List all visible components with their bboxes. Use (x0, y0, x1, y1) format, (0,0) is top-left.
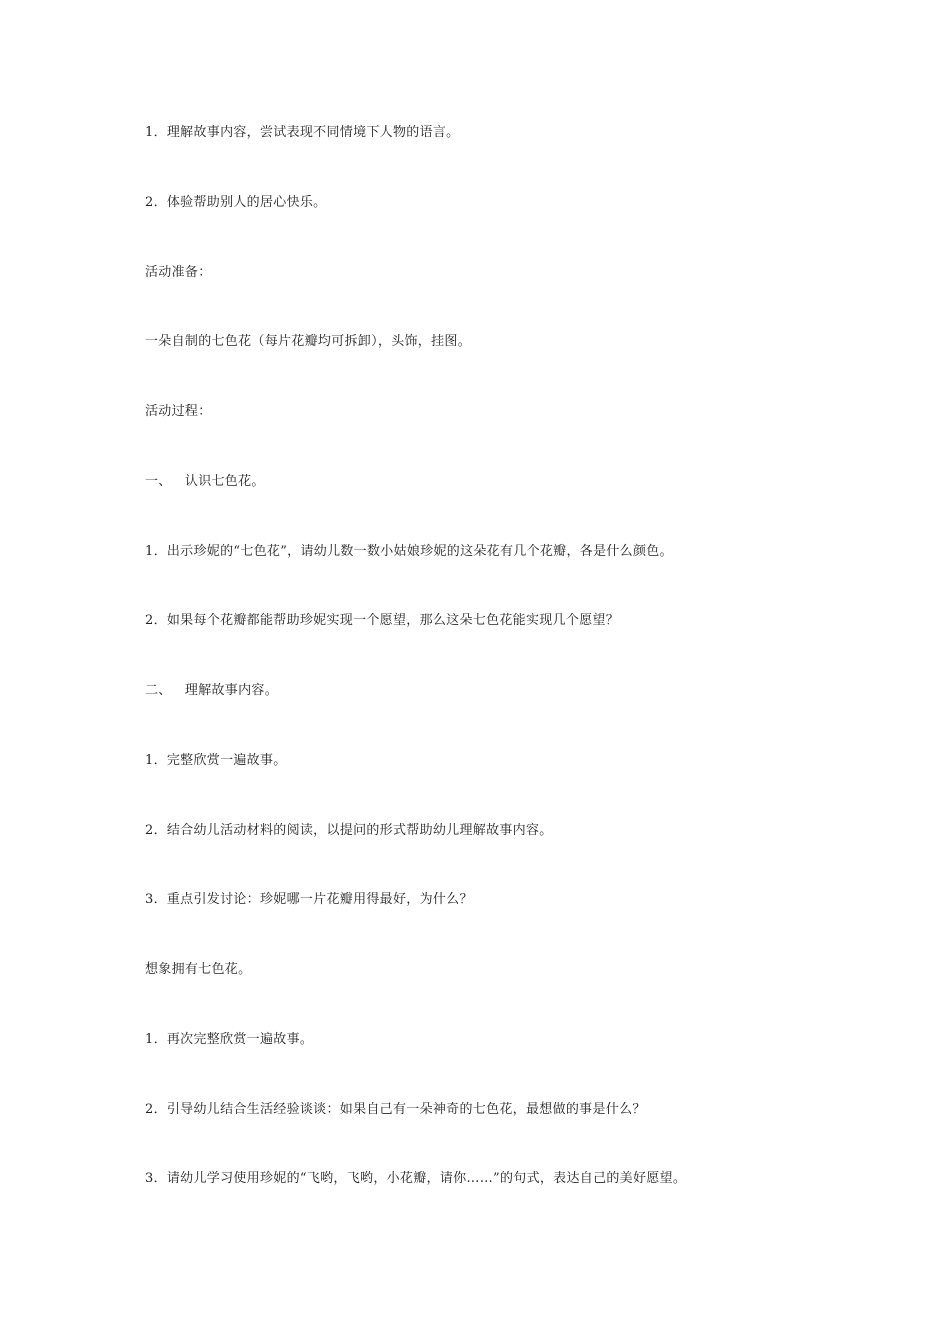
process-heading: 活动过程： (145, 404, 212, 419)
preparation-heading: 活动准备： (145, 265, 212, 280)
section-2-step-3: 3．重点引发讨论：珍妮哪一片花瓣用得最好，为什么？ (145, 892, 473, 907)
section-1-step-2: 2．如果每个花瓣都能帮助珍妮实现一个愿望，那么这朵七色花能实现几个愿望？ (145, 613, 620, 628)
section-3-step-1: 1．再次完整欣赏一遍故事。 (145, 1032, 314, 1047)
section-3-step-3: 3．请幼儿学习使用珍妮的“飞哟，飞哟，小花瓣，请你……”的句式，表达自己的美好愿望。 (145, 1171, 687, 1186)
section-2-step-1: 1．完整欣赏一遍故事。 (145, 753, 287, 768)
section-3-heading: 想象拥有七色花。 (145, 962, 252, 977)
section-2-step-2: 2．结合幼儿活动材料的阅读，以提问的形式帮助幼儿理解故事内容。 (145, 823, 553, 838)
section-2-heading: 二、 理解故事内容。 (145, 683, 278, 698)
section-1-heading: 一、 认识七色花。 (145, 474, 265, 489)
preparation-text: 一朵自制的七色花（每片花瓣均可拆卸），头饰，挂图。 (145, 334, 472, 349)
section-3-step-2: 2．引导幼儿结合生活经验谈谈：如果自己有一朵神奇的七色花，最想做的事是什么？ (145, 1102, 646, 1117)
goal-2-text: 2．体验帮助别人的居心快乐。 (145, 195, 327, 210)
section-1-step-1: 1．出示珍妮的“七色花”，请幼儿数一数小姑娘珍妮的这朵花有几个花瓣，各是什么颜色。 (145, 544, 673, 559)
goal-1-text: 1．理解故事内容，尝试表现不同情境下人物的语言。 (145, 125, 460, 140)
